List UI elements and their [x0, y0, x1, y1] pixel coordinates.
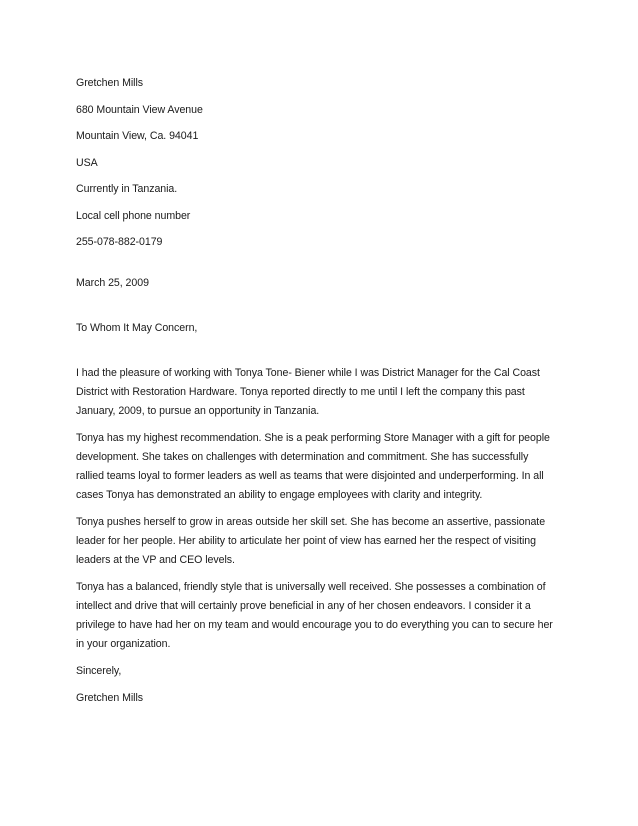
sender-street: 680 Mountain View Avenue — [76, 103, 203, 116]
sender-phone-label: Local cell phone number — [76, 209, 191, 222]
closing: Sincerely, — [76, 665, 122, 677]
paragraph-line: District with Restoration Hardware. Tonya reported directly to me until I left the company this past — [76, 386, 525, 398]
paragraph-line: January, 2009, to pursue an opportunity in Tanzania. — [76, 405, 320, 417]
paragraph-line: intellect and drive that will certainly prove beneficial in any of her chosen endeavors. I consider it a — [76, 600, 531, 612]
sender-phone: 255-078-882-0179 — [76, 236, 163, 248]
salutation: To Whom It May Concern, — [76, 322, 198, 334]
paragraph-line: Tonya has a balanced, friendly style that is universally well received. She possesses a combination of — [76, 581, 546, 593]
sender-address-block — [76, 74, 572, 252]
sender-city-state-zip: Mountain View, Ca. 94041 — [76, 130, 199, 142]
body-paragraph-3 — [76, 513, 572, 570]
paragraph-line: Tonya pushes herself to grow in areas outside her skill set. She has become an assertive, passionate — [76, 516, 546, 528]
paragraph-line: leaders at the VP and CEO levels. — [76, 554, 235, 566]
letter-date: March 25, 2009 — [76, 277, 149, 289]
paragraph-line: cases Tonya has demonstrated an ability to engage employees with clarity and integrity. — [76, 489, 483, 501]
body-paragraph-1 — [76, 364, 572, 421]
paragraph-line: rallied teams loyal to former leaders as well as teams that were disjointed and underperforming. In all — [76, 470, 544, 482]
recommendation-letter — [76, 74, 572, 708]
paragraph-line: development. She takes on challenges with determination and commitment. She has successfully — [76, 451, 529, 463]
sender-name: Gretchen Mills — [76, 77, 144, 89]
paragraph-line: Tonya has my highest recommendation. She is a peak performing Store Manager with a gift for people — [76, 432, 550, 444]
paragraph-line: in your organization. — [76, 638, 171, 650]
signature-name: Gretchen Mills — [76, 692, 144, 704]
paragraph-line: privilege to have had her on my team and would encourage you to do everything you can to secure her — [76, 619, 553, 631]
body-paragraph-4 — [76, 578, 572, 654]
paragraph-line: I had the pleasure of working with Tonya Tone- Biener while I was District Manager for the Cal Coast — [76, 367, 540, 379]
paragraph-line: leader for her people. Her ability to articulate her point of view has earned her the respect of visiting — [76, 535, 536, 547]
sender-country: USA — [76, 156, 98, 169]
sender-location-note: Currently in Tanzania. — [76, 183, 178, 195]
body-paragraph-2 — [76, 429, 572, 505]
